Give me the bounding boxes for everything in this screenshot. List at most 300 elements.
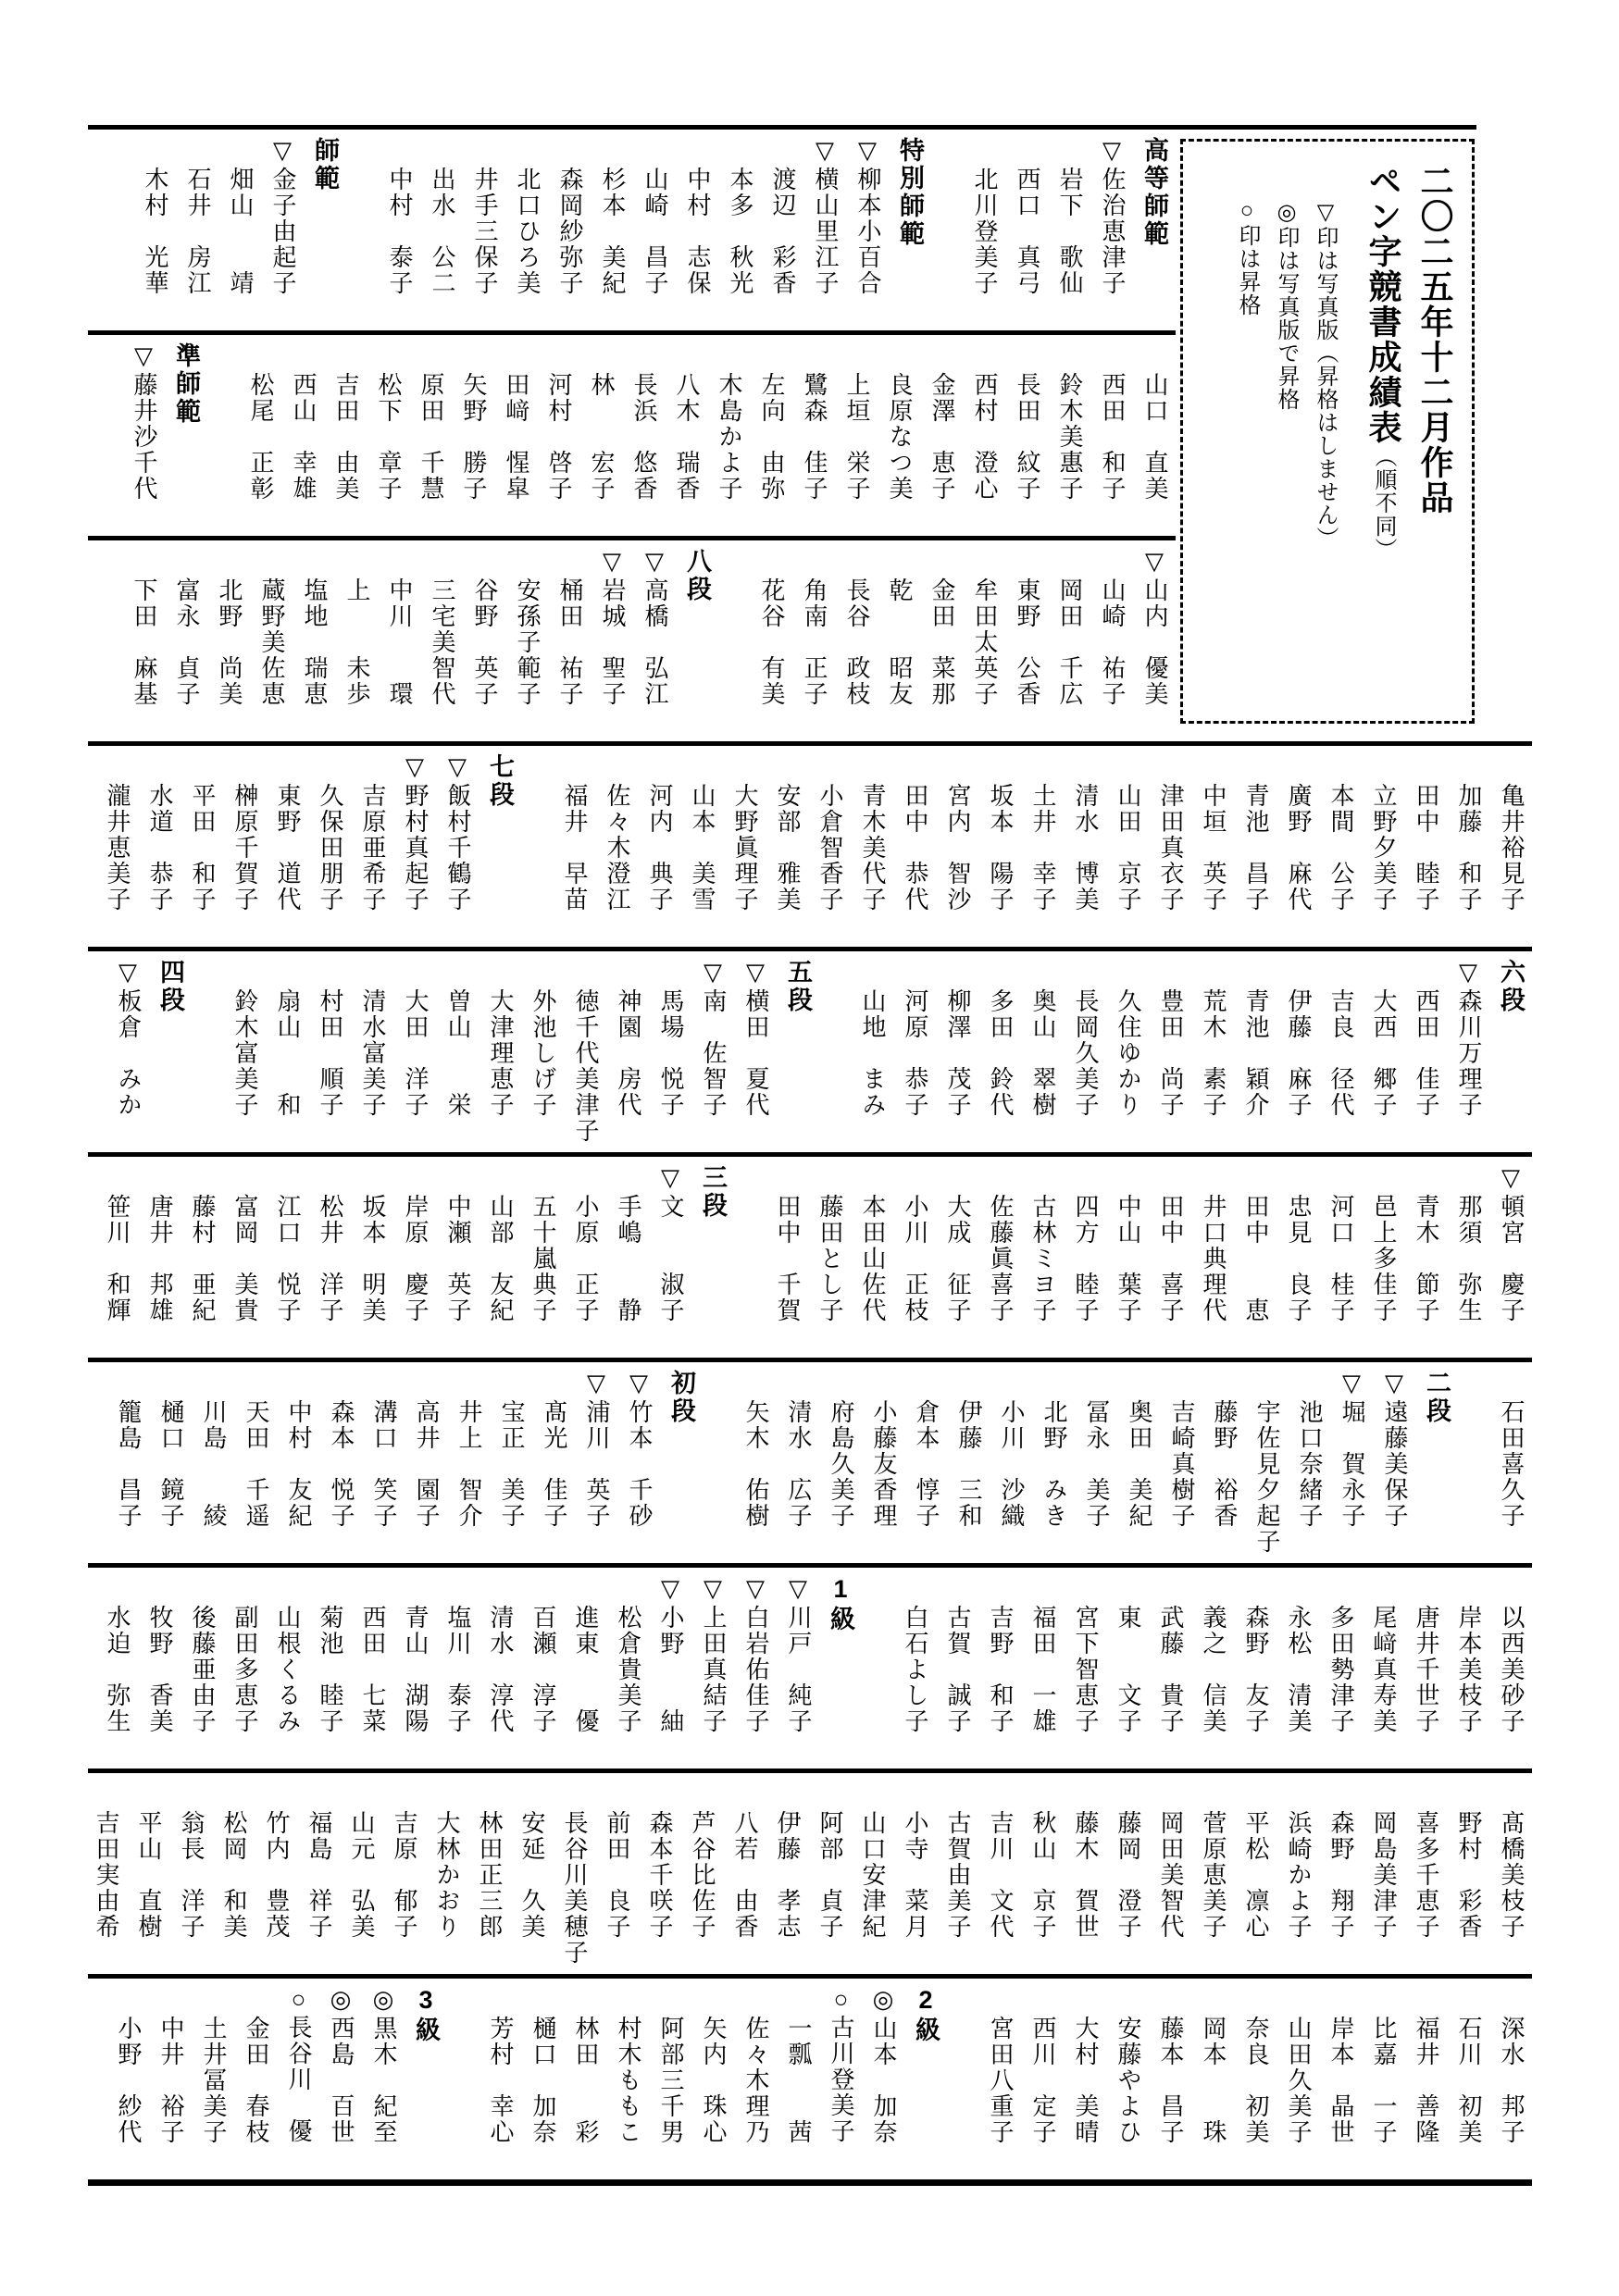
name-column: 杉本 美紀 — [599, 167, 626, 296]
name-column: ▽南 佐智子 — [700, 959, 727, 1118]
name-column: 深水 邦子 — [1498, 2016, 1525, 2145]
name-column: 金田 菜那 — [928, 577, 955, 707]
name-column: 永松 清美 — [1285, 1605, 1312, 1734]
name-column: 田﨑 惺皐 — [503, 372, 529, 502]
name-column: 藤木 賀世 — [1072, 1810, 1099, 1940]
name-column: 前田 良子 — [604, 1810, 630, 1940]
page-title-date: 二〇二五年十二月作品 — [1416, 164, 1454, 515]
name-column: 義之 信美 — [1200, 1605, 1227, 1734]
name-column: 外池しげ子 — [529, 988, 556, 1118]
name-column: 東野 道代 — [274, 783, 301, 912]
name-column: 中村 志保 — [684, 167, 711, 296]
name-column: 大村 美晴 — [1072, 2016, 1099, 2145]
name-column: 倉本 惇子 — [913, 1399, 940, 1529]
name-column: ▽金子由起子 — [269, 137, 296, 296]
name-column: 冨永 美子 — [1083, 1399, 1110, 1529]
name-column: ▽白岩佑佳子 — [742, 1575, 769, 1734]
name-column: 山田 京子 — [1115, 783, 1141, 912]
photo-version-mark: ▽ — [115, 959, 142, 988]
name-column: ▽高橋 弘江 — [641, 548, 668, 707]
name-column: 白石よし子 — [902, 1605, 928, 1734]
name-column: 清水 広子 — [785, 1399, 812, 1529]
name-column: 吉川 文代 — [987, 1810, 1014, 1940]
photo-version-mark: ▽ — [131, 342, 157, 372]
name-column: 西村 澄心 — [971, 372, 998, 502]
name-column: 後藤亜由子 — [189, 1605, 216, 1734]
rank-header: 高等師範 — [1140, 137, 1168, 248]
name-column: 金田 春枝 — [243, 2016, 269, 2145]
name-column: 江口 悦子 — [274, 1194, 301, 1323]
name-column: 廣野 麻代 — [1285, 783, 1312, 912]
name-column: 阿部 貞子 — [816, 1810, 843, 1940]
rank-header: 初段 — [667, 1370, 695, 1425]
name-column: 奥山 翠樹 — [1029, 988, 1056, 1118]
photo-version-mark: ▽ — [269, 137, 296, 167]
name-column: 宮田八重子 — [987, 2016, 1014, 2145]
name-column: 水道 恭子 — [146, 783, 173, 912]
name-column: 亀井裕見子 — [1498, 783, 1525, 912]
name-column: 佐々木澄江 — [604, 783, 630, 912]
name-column: 中山 葉子 — [1115, 1194, 1141, 1323]
name-column: 坂本 明美 — [359, 1194, 386, 1323]
name-column: 林田正三郎 — [476, 1810, 503, 1940]
name-column: ▽竹本 千砂 — [626, 1370, 653, 1529]
name-column: 村田 順子 — [317, 988, 343, 1118]
name-column: 大西 郷子 — [1370, 988, 1397, 1118]
photo-version-mark: ▽ — [641, 548, 668, 577]
name-column: 高井 園子 — [413, 1399, 440, 1529]
name-column: ○長谷川 優 — [285, 1986, 312, 2144]
name-column: 青池 昌子 — [1242, 783, 1269, 912]
name-column: 吉田 由美 — [332, 372, 359, 502]
name-column: 井手三保子 — [471, 167, 498, 296]
name-column: 福井 早苗 — [561, 783, 588, 912]
rank-number: 2 — [912, 1986, 940, 2017]
name-column: 小藤友香理 — [870, 1399, 897, 1529]
name-column: 西田 七菜 — [359, 1605, 386, 1734]
name-column: 岩下 歌仙 — [1056, 167, 1083, 296]
name-column: 松倉貴美子 — [615, 1605, 641, 1734]
name-column: 森野 友子 — [1242, 1605, 1269, 1734]
band-6 — [95, 1152, 1532, 1358]
name-column: 徳千代美津子 — [572, 988, 599, 1144]
name-column: 渡辺 彩香 — [769, 167, 796, 296]
name-column: ▽柳本小百合 — [854, 137, 881, 296]
name-column: 山根くるみ — [274, 1605, 301, 1734]
photo-version-mark: ▽ — [657, 1575, 684, 1605]
band-9 — [84, 1769, 1532, 1974]
name-column: 手嶋 静 — [615, 1194, 641, 1323]
name-column: 西川 定子 — [1029, 2016, 1056, 2145]
photo-version-mark: ▽ — [1141, 548, 1168, 577]
name-column: 百瀬 淳子 — [529, 1605, 556, 1734]
legend-item-photo-promote: ◎印は写真版で昇格 — [1274, 199, 1298, 411]
name-column: 清水 博美 — [1072, 783, 1099, 912]
name-column: 阿部三千男 — [657, 2016, 684, 2145]
name-column: 芳村 幸心 — [487, 2016, 514, 2145]
name-column: 榊原千賀子 — [231, 783, 258, 912]
name-column: ▽藤井沙千代 — [131, 342, 157, 502]
name-column: 吉原亜希子 — [359, 783, 386, 912]
rank-header: 特別師範 — [896, 137, 924, 248]
name-column: 小原 正子 — [572, 1194, 599, 1323]
name-column: 吉野 和子 — [987, 1605, 1014, 1734]
rank-number: 3 — [412, 1986, 440, 2017]
name-column: 秋山 京子 — [1029, 1810, 1056, 1940]
name-column: 東 文子 — [1115, 1605, 1141, 1734]
name-column: 山崎 祐子 — [1099, 577, 1126, 707]
name-column: 喜多千恵子 — [1413, 1810, 1439, 1940]
name-column: ▽森川万理子 — [1455, 959, 1482, 1118]
name-column: 河原 恭子 — [902, 988, 928, 1118]
name-column: ◎西島 百世 — [328, 1986, 355, 2145]
name-column: 佐藤眞喜子 — [987, 1194, 1014, 1323]
name-column: 小川 沙織 — [998, 1399, 1025, 1529]
name-column: 樋口 加奈 — [529, 2016, 556, 2145]
name-column: 溝口 笑子 — [370, 1399, 397, 1529]
name-column: 中瀬 英子 — [444, 1194, 471, 1323]
band-1 — [133, 125, 1176, 330]
name-column: 上垣 栄子 — [843, 372, 870, 502]
name-column: 谷野 英子 — [471, 577, 498, 707]
name-column: 中村 友紀 — [285, 1399, 312, 1529]
name-column: 西口 真弓 — [1014, 167, 1040, 296]
name-column: 那須 弥生 — [1455, 1194, 1482, 1323]
name-column: 宮内 智沙 — [944, 783, 971, 912]
name-column: 立野夕美子 — [1370, 783, 1397, 912]
title-box — [1180, 139, 1475, 724]
name-column: 乾 昭友 — [886, 577, 913, 707]
name-column: 尾﨑真寿美 — [1370, 1605, 1397, 1734]
name-column: 安延 久美 — [518, 1810, 545, 1940]
name-column: 森本千咲子 — [646, 1810, 673, 1940]
name-column: 八木 瑞香 — [673, 372, 700, 502]
name-column: 井上 智介 — [455, 1399, 482, 1529]
name-column: 河村 啓子 — [545, 372, 572, 502]
name-column: 久住ゆかり — [1115, 988, 1141, 1118]
photo-version-mark: ▽ — [1455, 959, 1482, 988]
rank-header: 五段 — [784, 959, 812, 1014]
name-column: 一瓢 茜 — [785, 2016, 812, 2145]
band-3 — [122, 536, 1176, 741]
photo-version-mark: ▽ — [742, 959, 769, 988]
name-column: ▽佐治恵津子 — [1099, 137, 1126, 296]
photo-version-mark: ▽ — [1381, 1370, 1408, 1399]
name-column: 石田喜久子 — [1498, 1399, 1525, 1529]
photo-version-mark: ▽ — [402, 753, 429, 783]
name-column: 唐井千世子 — [1413, 1605, 1439, 1734]
name-column: 大林かおり — [433, 1810, 460, 1940]
name-column: 本多 秋光 — [727, 167, 753, 296]
name-column: 小倉智香子 — [816, 783, 843, 912]
name-column: ▽横田 夏代 — [742, 959, 769, 1118]
name-column: 原田 千慧 — [417, 372, 444, 502]
name-column: 青山 湖陽 — [402, 1605, 429, 1734]
name-column: 古賀由美子 — [944, 1810, 971, 1940]
band-5 — [106, 947, 1532, 1152]
name-column: 清水 淳代 — [487, 1605, 514, 1734]
photo-version-mark: ▽ — [700, 1575, 727, 1605]
name-column: 久保田朋子 — [317, 783, 343, 912]
photo-version-mark: ▽ — [742, 1575, 769, 1605]
name-column: 福島 祥子 — [305, 1810, 332, 1940]
name-column: 坂本 陽子 — [987, 783, 1014, 912]
name-column: 山元 弘美 — [348, 1810, 375, 1940]
rank-header: 六段 — [1497, 959, 1525, 1014]
name-column: 北口ひろ美 — [514, 167, 541, 296]
name-column: 安部 雅美 — [774, 783, 801, 912]
name-column: 唐井 邦雄 — [146, 1194, 173, 1323]
name-column: 東野 公香 — [1014, 577, 1040, 707]
name-column: 長谷 政枝 — [843, 577, 870, 707]
name-column: 水迫 弥生 — [104, 1605, 131, 1734]
name-column: 上 未歩 — [343, 577, 370, 707]
name-column: 井口典理代 — [1200, 1194, 1227, 1323]
name-column: 矢内 珠心 — [700, 2016, 727, 2145]
rank-header: 七段 — [486, 753, 514, 809]
name-column: 浜崎かよ子 — [1285, 1810, 1312, 1940]
name-column: 岡田美智代 — [1157, 1810, 1184, 1940]
name-column: 野村 彩香 — [1455, 1810, 1482, 1940]
name-column: 鈴木美惠子 — [1056, 372, 1083, 502]
rank-header: 師範 — [311, 137, 339, 192]
name-column: 津田真衣子 — [1157, 783, 1184, 912]
name-column: 曽山 栄 — [444, 988, 471, 1118]
name-column: 平田 和子 — [189, 783, 216, 912]
name-column: 武藤 貴子 — [1157, 1605, 1184, 1734]
name-column: 松井 洋子 — [317, 1194, 343, 1323]
name-column: 山口 直美 — [1141, 372, 1168, 502]
name-column: 菊池 睦子 — [317, 1605, 343, 1734]
name-column: 富岡 美貴 — [231, 1194, 258, 1323]
rank-header: 3級 — [412, 1986, 440, 2044]
photo-version-mark: ▽ — [854, 137, 881, 167]
name-column: 菅原恵美子 — [1200, 1810, 1227, 1940]
name-column: 松尾 正彰 — [247, 372, 274, 502]
rank-number: 1 — [827, 1575, 854, 1606]
name-column: 荒木 素子 — [1200, 988, 1227, 1118]
name-column: ▽上田真結子 — [700, 1575, 727, 1734]
rank-header: 八段 — [683, 548, 711, 603]
name-column: ▽遠藤美保子 — [1381, 1370, 1408, 1529]
name-column: 河口 桂子 — [1327, 1194, 1354, 1323]
name-column: 本間 公子 — [1327, 783, 1354, 912]
name-column: 平松 凛心 — [1242, 1810, 1269, 1940]
name-column: 田中 喜子 — [1157, 1194, 1184, 1323]
name-column: 木島かよ子 — [716, 372, 742, 502]
band-2 — [122, 330, 1176, 536]
name-column: ◎山本 加奈 — [870, 1986, 897, 2145]
name-column: 邑上多佳子 — [1370, 1194, 1397, 1323]
name-column: 角南 正子 — [801, 577, 828, 707]
name-column: 中井 裕子 — [157, 2016, 184, 2145]
name-column: 川島 綾 — [200, 1399, 227, 1529]
photo-version-mark: ▽ — [1099, 137, 1126, 167]
name-column: 河内 典子 — [646, 783, 673, 912]
name-column: 松岡 和美 — [220, 1810, 247, 1940]
photo-version-mark: ▽ — [1339, 1370, 1365, 1399]
name-column: 山崎 昌子 — [641, 167, 668, 296]
name-column: ▽岩城 聖子 — [599, 548, 626, 707]
name-column: 奥田 美紀 — [1126, 1399, 1152, 1529]
photo-version-mark: ▽ — [599, 548, 626, 577]
name-column: 矢木 佑樹 — [742, 1399, 769, 1529]
promotion-mark: ○ — [828, 1986, 854, 2015]
name-column: 土井冨美子 — [200, 2016, 227, 2145]
name-column: 村木ももこ — [615, 2016, 641, 2145]
name-column: 花谷 有美 — [758, 577, 785, 707]
name-column: 清水富美子 — [359, 988, 386, 1118]
name-column: 藤岡 澄子 — [1115, 1810, 1141, 1940]
name-column: 伊藤 孝志 — [774, 1810, 801, 1940]
name-column: 豊田 尚子 — [1157, 988, 1184, 1118]
name-column: 比嘉 一子 — [1370, 2016, 1397, 2145]
name-column: 田中 恭代 — [902, 783, 928, 912]
legend-item-photo: ▽印は写真版（昇格はしません） — [1313, 199, 1337, 550]
name-column: 籠島 昌子 — [115, 1399, 142, 1529]
name-column: 奈良 初美 — [1242, 2016, 1269, 2145]
photo-version-mark: ▽ — [1498, 1164, 1525, 1194]
name-column: 宮下智恵子 — [1072, 1605, 1099, 1734]
name-column: 森野 翔子 — [1327, 1810, 1354, 1940]
divider — [88, 2179, 1532, 2186]
photo-promotion-mark: ◎ — [870, 1986, 897, 2016]
name-column: 下田 麻基 — [131, 577, 157, 707]
page-title: ペン字競書成績表（順不同） — [1364, 164, 1402, 561]
photo-version-mark: ▽ — [785, 1575, 812, 1605]
name-column: 山口安津紀 — [859, 1810, 886, 1940]
name-column: 大田 洋子 — [402, 988, 429, 1118]
rank-header: 準師範 — [172, 342, 200, 426]
name-column: 髙光 佳子 — [541, 1399, 567, 1529]
name-column: 加藤 和子 — [1455, 783, 1482, 912]
name-column: 本田山佐代 — [859, 1194, 886, 1323]
rank-header: 2級 — [912, 1986, 940, 2044]
name-column: 翁長 洋子 — [178, 1810, 205, 1940]
name-column: 鷺森 佳子 — [801, 372, 828, 502]
name-column: 神園 房代 — [615, 988, 641, 1118]
name-column: 田中 恵 — [1242, 1194, 1269, 1323]
name-column: 樋口 鏡子 — [157, 1399, 184, 1529]
name-column: 山地 まみ — [859, 988, 886, 1118]
name-column: 林 宏子 — [588, 372, 615, 502]
name-column: 瀧井恵美子 — [104, 783, 131, 912]
name-column: 青木美代子 — [859, 783, 886, 912]
name-column: 岡島美津子 — [1370, 1810, 1397, 1940]
name-column: ▽小野 紬 — [657, 1575, 684, 1734]
name-column: 笹川 和輝 — [104, 1194, 131, 1323]
name-column: 石川 初美 — [1455, 2016, 1482, 2145]
name-column: 塩地 瑞恵 — [301, 577, 328, 707]
name-column: ▽堀 賀永子 — [1339, 1370, 1365, 1529]
name-column: 藤村 亜紀 — [189, 1194, 216, 1323]
name-column: 小川 正枝 — [902, 1194, 928, 1323]
name-column: 北川登美子 — [971, 167, 998, 296]
promotion-mark: ○ — [285, 1986, 312, 2015]
name-column: 牧野 香美 — [146, 1605, 173, 1734]
name-column: 髙橋美枝子 — [1498, 1810, 1525, 1940]
name-column: 山田久美子 — [1285, 2016, 1312, 2145]
name-column: 吉原 郁子 — [391, 1810, 417, 1940]
name-column: 小寺 菜月 — [902, 1810, 928, 1940]
name-column: 長浜 悠香 — [630, 372, 657, 502]
name-column: 松下 章子 — [375, 372, 402, 502]
name-column: 鈴木富美子 — [231, 988, 258, 1118]
name-column: 北野 みき — [1040, 1399, 1067, 1529]
name-column: 大成 征子 — [944, 1194, 971, 1323]
photo-version-mark: ▽ — [626, 1370, 653, 1399]
band-10 — [106, 1974, 1532, 2179]
name-column: 蔵野美佐恵 — [258, 577, 285, 707]
name-column: 八若 由香 — [731, 1810, 758, 1940]
name-column: 福田 一雄 — [1029, 1605, 1056, 1734]
name-column: ▽頓宮 慶子 — [1498, 1164, 1525, 1323]
name-column: 天田 千遥 — [243, 1399, 269, 1529]
legend-item-promote: ○印は昇格 — [1235, 199, 1259, 316]
name-column: 金澤 恵子 — [928, 372, 955, 502]
name-column: 西田 和子 — [1099, 372, 1126, 502]
band-8 — [95, 1563, 1532, 1769]
name-column: 山本 美雪 — [689, 783, 716, 912]
name-column: 良原なつ美 — [886, 372, 913, 502]
photo-version-mark: ▽ — [812, 137, 839, 167]
name-column: 田中 千賀 — [774, 1194, 801, 1323]
order-note: （順不同） — [1371, 445, 1395, 561]
name-column: 藤本 昌子 — [1157, 2016, 1184, 2145]
name-column: 林田 彩 — [572, 2016, 599, 2145]
name-column: 忠見 良子 — [1285, 1194, 1312, 1323]
name-column: 佐々木理乃 — [742, 2016, 769, 2145]
name-column: 岸原 慶子 — [402, 1194, 429, 1323]
name-column: 牟田太英子 — [971, 577, 998, 707]
name-column: 吉崎真樹子 — [1168, 1399, 1195, 1529]
name-column: 山部 友紀 — [487, 1194, 514, 1323]
name-column: 長田 紋子 — [1014, 372, 1040, 502]
name-column: ◎黒木 紀至 — [370, 1986, 397, 2145]
name-column: 福井 善隆 — [1413, 2016, 1439, 2145]
name-column: 吉田実由希 — [93, 1810, 119, 1940]
name-column: 土井 幸子 — [1029, 783, 1056, 912]
name-column: 西田 佳子 — [1413, 988, 1439, 1118]
name-column: 柳澤 茂子 — [944, 988, 971, 1118]
name-column: 畑山 靖 — [227, 167, 254, 296]
rank-header: 二段 — [1423, 1370, 1451, 1425]
rank-header: 三段 — [699, 1164, 727, 1220]
name-column: 安藤やよひ — [1115, 2016, 1141, 2145]
name-column: 岡田 千広 — [1056, 577, 1083, 707]
band-4 — [95, 741, 1532, 947]
rank-header: 1級 — [827, 1575, 854, 1633]
name-column: 木村 光華 — [142, 167, 168, 296]
name-column: 三宅美智代 — [429, 577, 455, 707]
name-column: 吉良 径代 — [1327, 988, 1354, 1118]
name-column: 青木 節子 — [1413, 1194, 1439, 1323]
name-column: ▽浦川 英子 — [583, 1370, 610, 1529]
name-column: 矢野 勝子 — [460, 372, 487, 502]
name-column: 塩川 泰子 — [444, 1605, 471, 1734]
name-column: 宝正 美子 — [498, 1399, 525, 1529]
name-column: 中川 環 — [386, 577, 413, 707]
name-column: 出水 公二 — [429, 167, 455, 296]
name-column: 進東 優 — [572, 1605, 599, 1734]
name-column: 中村 泰子 — [386, 167, 413, 296]
rank-header: 四段 — [156, 959, 184, 1014]
name-column: ▽横山里江子 — [812, 137, 839, 296]
name-column: 富永 貞子 — [173, 577, 200, 707]
name-column: 古賀 誠子 — [944, 1605, 971, 1734]
name-column: 大野眞理子 — [731, 783, 758, 912]
name-column: 芦谷比佐子 — [689, 1810, 716, 1940]
